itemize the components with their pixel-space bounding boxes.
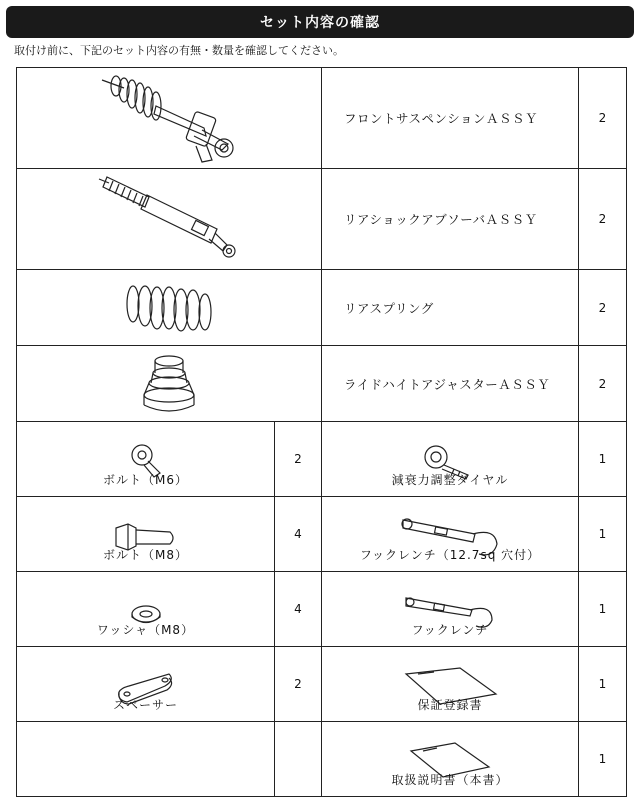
ride-height-adjuster-icon xyxy=(134,351,204,417)
quantity: 2 xyxy=(579,169,627,270)
quantity: 1 xyxy=(579,647,627,722)
list-item: リアスプリング xyxy=(322,270,579,346)
intro-text: 取付け前に、下記のセット内容の有無・数量を確認してください。 xyxy=(14,44,344,57)
list-item: リアショックアブソーバＡＳＳＹ xyxy=(322,169,579,270)
quantity: 2 xyxy=(579,270,627,346)
section-title: セット内容の確認 xyxy=(260,15,380,31)
quantity: 2 xyxy=(579,346,627,422)
item-label: スペーサー xyxy=(112,698,178,712)
table-row xyxy=(17,422,627,497)
item-label: 取扱説明書（本書） xyxy=(391,773,509,787)
list-item: ライドハイトアジャスターＡＳＳＹ xyxy=(322,346,579,422)
item-label: ボルト（M6） xyxy=(103,473,188,487)
rear-shock-absorber-icon xyxy=(89,171,249,267)
quantity: 1 xyxy=(579,422,627,497)
quantity: 1 xyxy=(579,722,627,797)
quantity: 1 xyxy=(579,497,627,572)
table-row xyxy=(17,647,627,722)
table-row xyxy=(17,346,627,422)
rear-spring-icon xyxy=(119,278,219,338)
table-row xyxy=(17,572,627,647)
quantity: 4 xyxy=(275,497,322,572)
table-row xyxy=(17,497,627,572)
list-item: フロントサスペンションＡＳＳＹ xyxy=(322,68,579,169)
item-label: フックレンチ xyxy=(411,623,489,637)
empty-cell xyxy=(275,722,322,797)
item-label: 保証登録書 xyxy=(417,698,483,712)
quantity: 1 xyxy=(579,572,627,647)
table-row xyxy=(17,169,627,270)
table-row xyxy=(17,68,627,169)
section-header xyxy=(6,6,634,38)
table-row xyxy=(17,722,627,797)
table-row xyxy=(17,270,627,346)
parts-table xyxy=(16,67,627,797)
item-label: 減衰力調整ダイヤル xyxy=(391,473,509,487)
item-label: フックレンチ（12.7sq 穴付） xyxy=(359,548,541,562)
quantity: 2 xyxy=(275,422,322,497)
quantity: 4 xyxy=(275,572,322,647)
quantity: 2 xyxy=(579,68,627,169)
item-label: ボルト（M8） xyxy=(103,548,188,562)
item-label: ワッシャ（M8） xyxy=(96,623,195,637)
front-suspension-icon xyxy=(94,70,244,166)
quantity: 2 xyxy=(275,647,322,722)
empty-cell xyxy=(17,722,275,797)
